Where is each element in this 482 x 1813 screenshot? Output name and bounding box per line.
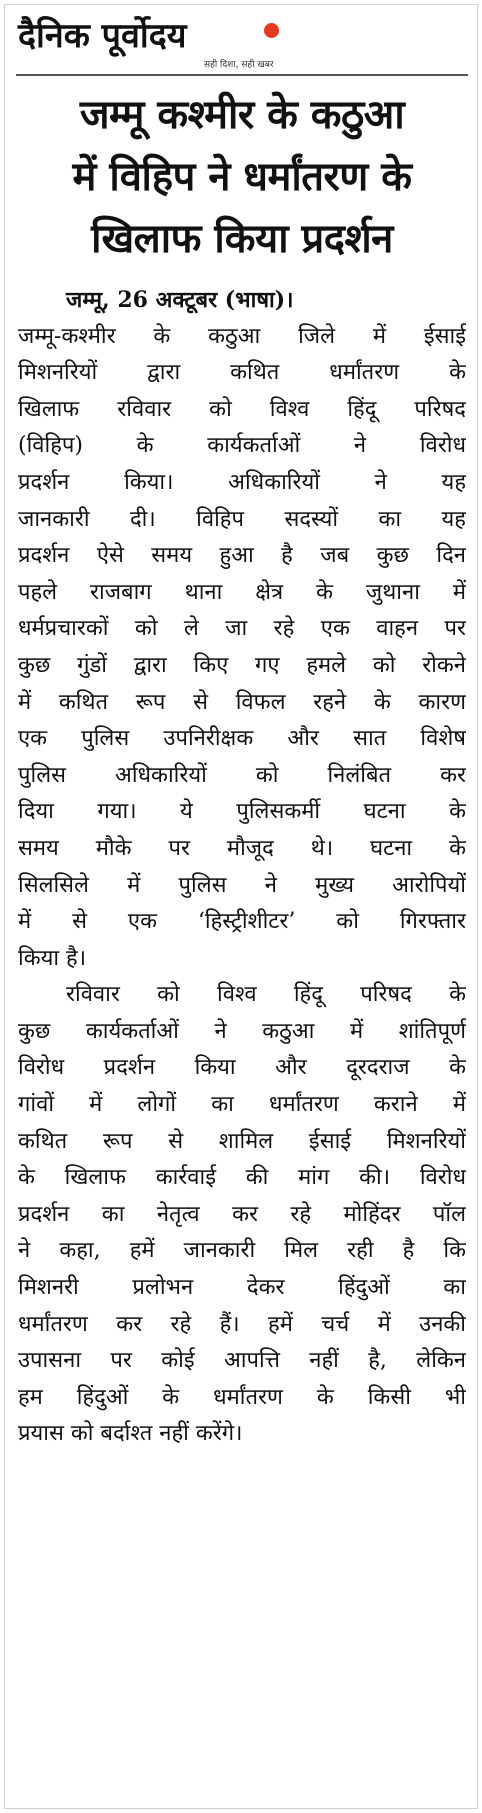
- article-line: कथित रूप से शामिल ईसाई मिशनरियों: [18, 1128, 466, 1154]
- masthead-divider: [16, 74, 468, 76]
- article-line: ने कहा, हमें जानकारी मिल रही है कि: [18, 1238, 466, 1264]
- masthead: [18, 14, 278, 72]
- article-line: धर्मांतरण कर रहे हैं। हमें चर्च में उनकी: [18, 1311, 466, 1337]
- article-line: समय मौके पर मौजूद थे। घटना के: [18, 835, 466, 861]
- article-line: कुछ कार्यकर्ताओं ने कठुआ में शांतिपूर्ण: [18, 1018, 466, 1044]
- article-line: पहले राजबाग थाना क्षेत्र के जुथाना में: [18, 579, 466, 605]
- article-line: प्रदर्शन का नेतृत्व कर रहे मोहिंदर पॉल: [18, 1201, 466, 1227]
- article-line: प्रदर्शन किया। अधिकारियों ने यह: [18, 469, 466, 495]
- article-line: प्रयास को बर्दाश्त नहीं करेंगे।: [18, 1421, 243, 1447]
- article-line: किया है।: [18, 945, 87, 971]
- article-paragraph-1: [18, 282, 466, 977]
- article-line: जानकारी दी। विहिप सदस्यों का यह: [18, 506, 466, 532]
- article-line: (विहिप) के कार्यकर्ताओं ने विरोध: [18, 433, 466, 459]
- article-line: गांवों में लोगों का धर्मांतरण कराने में: [18, 1092, 466, 1118]
- headline-line: खिलाफ किया प्रदर्शन: [91, 216, 393, 262]
- newspaper-name: दैनिक पूर्वोदय: [18, 16, 187, 56]
- article-line: खिलाफ रविवार को विश्व हिंदू परिषद: [18, 396, 466, 422]
- article-line: सिलसिले में पुलिस ने मुख्य आरोपियों: [18, 872, 466, 898]
- article-line: दिया गया। ये पुलिसकर्मी घटना के: [18, 799, 466, 825]
- article-line: में कथित रूप से विफल रहने के कारण: [18, 689, 466, 715]
- masthead-sun-icon: [264, 23, 279, 38]
- headline-line: जम्मू कश्मीर के कठुआ: [79, 92, 405, 138]
- article-line: के खिलाफ कार्रवाई की मांग की। विरोध: [18, 1165, 466, 1191]
- article-line: धर्मप्रचारकों को ले जा रहे एक वाहन पर: [18, 616, 466, 642]
- newspaper-tagline: सही दिशा, सही खबर: [204, 60, 274, 70]
- article-line: एक पुलिस उपनिरीक्षक और सात विशेष: [18, 726, 466, 752]
- article-line: कुछ गुंडों द्वारा किए गए हमले को रोकने: [18, 652, 466, 678]
- article-headline: [14, 84, 470, 270]
- article-line: विरोध प्रदर्शन किया और दूरदराज के: [18, 1055, 466, 1081]
- article-body: [18, 282, 466, 1453]
- article-paragraph-2: [18, 977, 466, 1453]
- article-line: रविवार को विश्व हिंदू परिषद के: [66, 982, 466, 1008]
- article-line: मिशनरी प्रलोभन देकर हिंदुओं का: [18, 1275, 466, 1301]
- article-line: हम हिंदुओं के धर्मांतरण के किसी भी: [18, 1384, 466, 1410]
- dateline: जम्मू, 26 अक्टूबर (भाषा)।: [66, 287, 294, 313]
- article-line: में से एक ‘हिस्ट्रीशीटर’ को गिरफ्तार: [18, 909, 466, 935]
- article-line: उपासना पर कोई आपत्ति नहीं है, लेकिन: [18, 1348, 466, 1374]
- article-line: जम्मू-कश्मीर के कठुआ जिले में ईसाई: [18, 323, 466, 349]
- headline-line: में विहिप ने धर्मांतरण के: [72, 154, 412, 200]
- article-line: मिशनरियों द्वारा कथित धर्मांतरण के: [18, 360, 466, 386]
- article-line: प्रदर्शन ऐसे समय हुआ है जब कुछ दिन: [18, 543, 466, 569]
- article-line: पुलिस अधिकारियों को निलंबित कर: [18, 762, 466, 788]
